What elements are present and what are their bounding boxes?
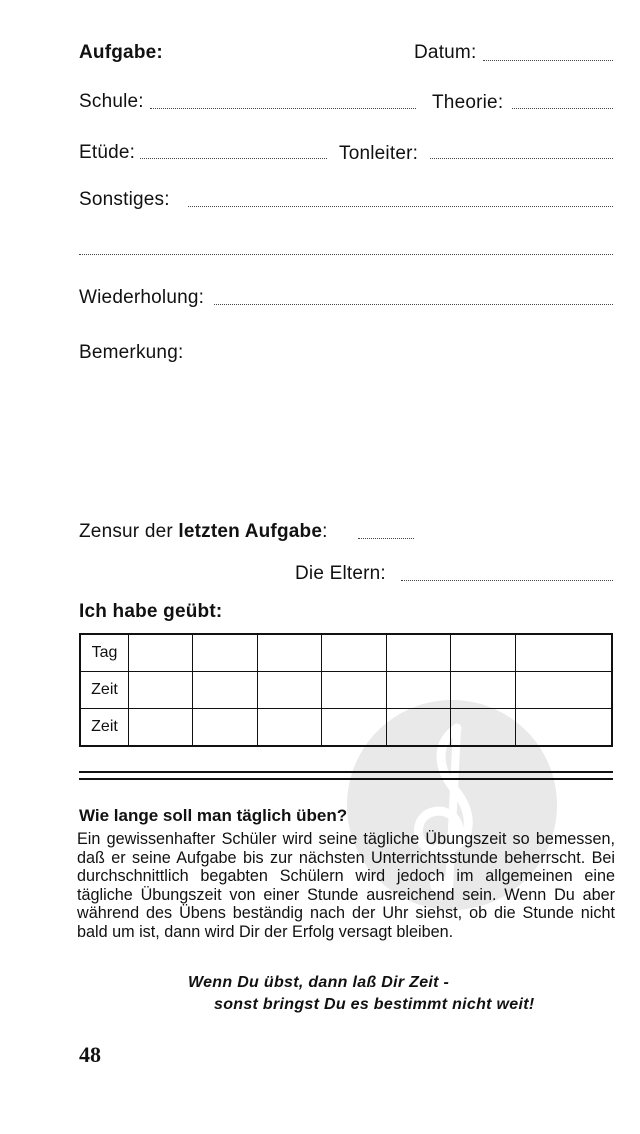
row-label-tag: Tag — [80, 634, 129, 672]
wiederholung-field[interactable] — [214, 304, 613, 305]
zensur-bold: letzten Aufgabe — [178, 521, 323, 542]
tonleiter-label: Tonleiter: — [339, 143, 419, 164]
table-cell[interactable] — [515, 672, 612, 709]
practice-table — [79, 633, 613, 747]
row-label-zeit: Zeit — [80, 709, 129, 747]
page-number: 48 — [79, 1042, 101, 1067]
row-label-zeit: Zeit — [80, 672, 129, 709]
motto-line-2: sonst bringst Du es bestimmt nicht weit! — [214, 996, 535, 1013]
divider-rule-bottom — [79, 778, 613, 780]
table-cell[interactable] — [129, 672, 193, 709]
datum-label: Datum: — [414, 42, 477, 63]
table-cell[interactable] — [386, 709, 450, 747]
info-heading: Wie lange soll man täglich üben? — [79, 806, 348, 825]
table-cell[interactable] — [451, 672, 515, 709]
etude-field[interactable] — [140, 158, 327, 159]
zensur-label — [79, 521, 328, 543]
table-cell[interactable] — [322, 634, 386, 672]
practice-heading: Ich habe geübt: — [79, 601, 223, 622]
datum-field[interactable] — [483, 60, 613, 61]
sonstiges-field-line2[interactable] — [79, 254, 613, 255]
zensur-colon: : — [322, 521, 328, 542]
aufgabe-label: Aufgabe: — [79, 42, 163, 63]
table-cell[interactable] — [129, 709, 193, 747]
eltern-field[interactable] — [401, 580, 613, 581]
table-cell[interactable] — [193, 634, 257, 672]
etude-label: Etüde: — [79, 142, 136, 163]
divider-rule-top — [79, 771, 613, 773]
zensur-field[interactable] — [358, 538, 414, 539]
table-cell[interactable] — [451, 709, 515, 747]
table-cell[interactable] — [451, 634, 515, 672]
tonleiter-field[interactable] — [430, 158, 613, 159]
theorie-label: Theorie: — [432, 92, 504, 113]
info-text: Ein gewissenhafter Schüler wird seine tägliche Übungszeit so bemessen, daß er seine Aufgabe bis zur nächsten Unterrichtsstunde beherrscht. Bei durchschnittlich begabten Schülern wird jedoch im allgemeinen eine tägliche Übungszeit von einer Stunde ausreichend sein. Wenn Du aber während des Übens beständig nach der Uhr siehst, ob die Stunde nicht bald um ist, dann wird Dir der Erfolg versagt bleiben. — [77, 830, 615, 941]
table-cell[interactable] — [515, 634, 612, 672]
table-cell[interactable] — [257, 634, 321, 672]
eltern-label: Die Eltern: — [295, 563, 386, 584]
theorie-field[interactable] — [512, 108, 613, 109]
zensur-prefix: Zensur der — [79, 521, 179, 542]
table-row — [80, 672, 612, 709]
table-row — [80, 634, 612, 672]
bemerkung-area[interactable] — [79, 372, 613, 512]
table-cell[interactable] — [322, 709, 386, 747]
table-cell[interactable] — [193, 672, 257, 709]
wiederholung-label: Wiederholung: — [79, 287, 205, 308]
table-cell[interactable] — [322, 672, 386, 709]
table-cell[interactable] — [257, 672, 321, 709]
table-cell[interactable] — [386, 634, 450, 672]
table-cell[interactable] — [515, 709, 612, 747]
motto-line-1: Wenn Du übst, dann laß Dir Zeit - — [188, 974, 450, 991]
schule-field[interactable] — [150, 108, 416, 109]
schule-label: Schule: — [79, 91, 144, 112]
table-row — [80, 709, 612, 747]
sonstiges-label: Sonstiges: — [79, 189, 170, 210]
table-cell[interactable] — [386, 672, 450, 709]
bemerkung-label: Bemerkung: — [79, 342, 184, 363]
sonstiges-field[interactable] — [188, 206, 613, 207]
table-cell[interactable] — [257, 709, 321, 747]
table-cell[interactable] — [193, 709, 257, 747]
table-cell[interactable] — [129, 634, 193, 672]
